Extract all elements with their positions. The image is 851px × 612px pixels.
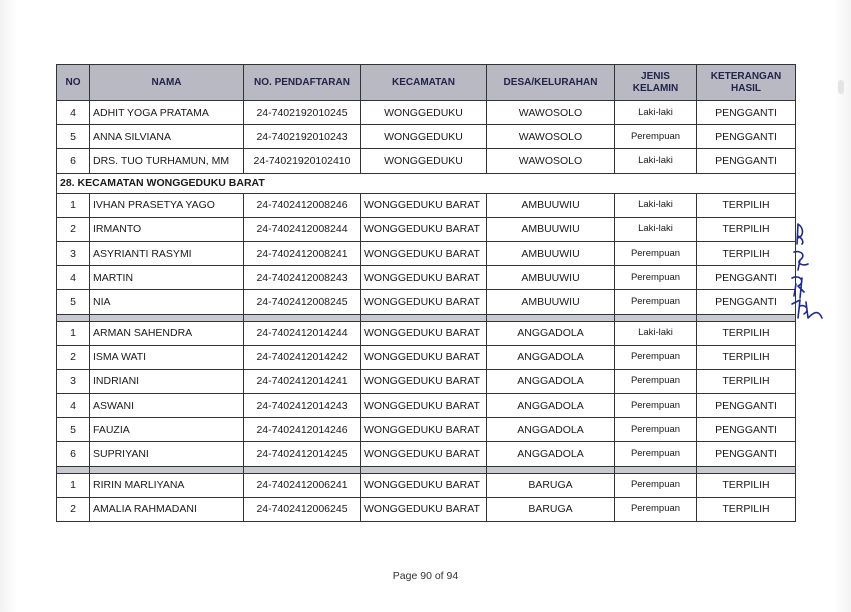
cell-no: 4 bbox=[57, 266, 90, 290]
header-nama: NAMA bbox=[90, 65, 244, 101]
cell-pendaftaran: 24-7402412008243 bbox=[244, 266, 361, 290]
cell-hasil: PENGGANTI bbox=[697, 149, 796, 173]
table-row bbox=[57, 101, 796, 125]
cell-nama: NIA bbox=[90, 290, 244, 314]
header-no: NO bbox=[57, 65, 90, 101]
cell-kecamatan: WONGGEDUKU BARAT bbox=[361, 394, 487, 418]
cell-nama: IRMANTO bbox=[90, 217, 244, 241]
cell-nama: ASWANI bbox=[90, 394, 244, 418]
cell-hasil: PENGGANTI bbox=[697, 418, 796, 442]
cell-hasil: PENGGANTI bbox=[697, 442, 796, 466]
cell-nama: AMALIA RAHMADANI bbox=[90, 497, 244, 521]
cell-hasil: TERPILIH bbox=[697, 369, 796, 393]
cell-desa: AMBUUWIU bbox=[487, 266, 615, 290]
cell-desa: ANGGADOLA bbox=[487, 369, 615, 393]
cell-kecamatan: WONGGEDUKU BARAT bbox=[361, 290, 487, 314]
cell-pendaftaran: 24-7402192010245 bbox=[244, 101, 361, 125]
header-pendaftaran: NO. PENDAFTARAN bbox=[244, 65, 361, 101]
cell-pendaftaran: 24-7402412006241 bbox=[244, 473, 361, 497]
cell-jenis-kelamin: Laki-laki bbox=[615, 217, 697, 241]
cell-desa: AMBUUWIU bbox=[487, 290, 615, 314]
cell-hasil: TERPILIH bbox=[697, 217, 796, 241]
cell-no: 5 bbox=[57, 125, 90, 149]
cell-jenis-kelamin: Perempuan bbox=[615, 345, 697, 369]
cell-jenis-kelamin: Perempuan bbox=[615, 394, 697, 418]
cell-kecamatan: WONGGEDUKU BARAT bbox=[361, 266, 487, 290]
cell-pendaftaran: 24-7402412014242 bbox=[244, 345, 361, 369]
cell-pendaftaran: 24-7402412014241 bbox=[244, 369, 361, 393]
cell-pendaftaran: 24-7402412008241 bbox=[244, 241, 361, 265]
cell-kecamatan: WONGGEDUKU BARAT bbox=[361, 321, 487, 345]
cell-nama: DRS. TUO TURHAMUN, MM bbox=[90, 149, 244, 173]
cell-jenis-kelamin: Perempuan bbox=[615, 290, 697, 314]
cell-jenis-kelamin: Perempuan bbox=[615, 497, 697, 521]
section-row bbox=[57, 173, 796, 193]
cell-jenis-kelamin: Perempuan bbox=[615, 241, 697, 265]
table-row bbox=[57, 241, 796, 265]
cell-desa: ANGGADOLA bbox=[487, 394, 615, 418]
cell-no: 3 bbox=[57, 369, 90, 393]
table-row bbox=[57, 473, 796, 497]
header-desa: DESA/KELURAHAN bbox=[487, 65, 615, 101]
cell-nama: ISMA WATI bbox=[90, 345, 244, 369]
cell-kecamatan: WONGGEDUKU bbox=[361, 149, 487, 173]
cell-kecamatan: WONGGEDUKU BARAT bbox=[361, 193, 487, 217]
cell-no: 6 bbox=[57, 442, 90, 466]
cell-jenis-kelamin: Perempuan bbox=[615, 266, 697, 290]
header-kecamatan: KECAMATAN bbox=[361, 65, 487, 101]
cell-hasil: TERPILIH bbox=[697, 473, 796, 497]
cell-jenis-kelamin: Perempuan bbox=[615, 125, 697, 149]
cell-nama: ASYRIANTI RASYMI bbox=[90, 241, 244, 265]
cell-kecamatan: WONGGEDUKU BARAT bbox=[361, 473, 487, 497]
cell-desa: WAWOSOLO bbox=[487, 101, 615, 125]
cell-nama: RIRIN MARLIYANA bbox=[90, 473, 244, 497]
cell-desa: WAWOSOLO bbox=[487, 125, 615, 149]
cell-nama: IVHAN PRASETYA YAGO bbox=[90, 193, 244, 217]
cell-no: 3 bbox=[57, 241, 90, 265]
cell-no: 5 bbox=[57, 418, 90, 442]
cell-jenis-kelamin: Perempuan bbox=[615, 418, 697, 442]
cell-nama: ANNA SILVIANA bbox=[90, 125, 244, 149]
cell-kecamatan: WONGGEDUKU BARAT bbox=[361, 369, 487, 393]
group-separator bbox=[57, 314, 796, 321]
table-row bbox=[57, 266, 796, 290]
table-row bbox=[57, 321, 796, 345]
cell-pendaftaran: 24-74021920102410 bbox=[244, 149, 361, 173]
cell-pendaftaran: 24-7402412008245 bbox=[244, 290, 361, 314]
cell-jenis-kelamin: Laki-laki bbox=[615, 321, 697, 345]
cell-pendaftaran: 24-7402412014243 bbox=[244, 394, 361, 418]
cell-desa: AMBUUWIU bbox=[487, 193, 615, 217]
page-number: Page 90 of 94 bbox=[392, 570, 459, 582]
cell-jenis-kelamin: Laki-laki bbox=[615, 193, 697, 217]
scan-mark bbox=[838, 80, 844, 94]
cell-kecamatan: WONGGEDUKU BARAT bbox=[361, 497, 487, 521]
cell-desa: AMBUUWIU bbox=[487, 217, 615, 241]
header-keterangan-label: KETERANGAN HASIL bbox=[710, 70, 782, 94]
cell-pendaftaran: 24-7402192010243 bbox=[244, 125, 361, 149]
header-jenis-kelamin-label: JENIS KELAMIN bbox=[632, 70, 679, 94]
header-jenis-kelamin bbox=[615, 65, 697, 101]
cell-nama: INDRIANI bbox=[90, 369, 244, 393]
cell-no: 6 bbox=[57, 149, 90, 173]
cell-no: 4 bbox=[57, 101, 90, 125]
cell-hasil: TERPILIH bbox=[697, 241, 796, 265]
participants-table bbox=[56, 64, 796, 522]
cell-no: 2 bbox=[57, 497, 90, 521]
cell-nama: ADHIT YOGA PRATAMA bbox=[90, 101, 244, 125]
cell-no: 1 bbox=[57, 321, 90, 345]
cell-nama: SUPRIYANI bbox=[90, 442, 244, 466]
table-header-row bbox=[57, 65, 796, 101]
cell-hasil: PENGGANTI bbox=[697, 394, 796, 418]
cell-hasil: TERPILIH bbox=[697, 345, 796, 369]
cell-jenis-kelamin: Perempuan bbox=[615, 473, 697, 497]
cell-kecamatan: WONGGEDUKU BARAT bbox=[361, 241, 487, 265]
cell-no: 4 bbox=[57, 394, 90, 418]
table-row bbox=[57, 125, 796, 149]
table-row bbox=[57, 193, 796, 217]
cell-desa: ANGGADOLA bbox=[487, 345, 615, 369]
cell-desa: ANGGADOLA bbox=[487, 321, 615, 345]
cell-pendaftaran: 24-7402412008246 bbox=[244, 193, 361, 217]
cell-kecamatan: WONGGEDUKU BARAT bbox=[361, 418, 487, 442]
cell-hasil: PENGGANTI bbox=[697, 101, 796, 125]
cell-pendaftaran: 24-7402412008244 bbox=[244, 217, 361, 241]
header-keterangan bbox=[697, 65, 796, 101]
cell-hasil: PENGGANTI bbox=[697, 290, 796, 314]
table-row bbox=[57, 345, 796, 369]
cell-jenis-kelamin: Laki-laki bbox=[615, 149, 697, 173]
table-row bbox=[57, 394, 796, 418]
cell-no: 1 bbox=[57, 473, 90, 497]
cell-hasil: PENGGANTI bbox=[697, 125, 796, 149]
cell-kecamatan: WONGGEDUKU bbox=[361, 125, 487, 149]
signature-icon bbox=[790, 222, 836, 322]
cell-no: 1 bbox=[57, 193, 90, 217]
cell-pendaftaran: 24-7402412014246 bbox=[244, 418, 361, 442]
group-separator bbox=[57, 466, 796, 473]
section-title: 28. KECAMATAN WONGGEDUKU BARAT bbox=[57, 173, 796, 193]
cell-pendaftaran: 24-7402412006245 bbox=[244, 497, 361, 521]
cell-jenis-kelamin: Perempuan bbox=[615, 442, 697, 466]
cell-no: 2 bbox=[57, 345, 90, 369]
table-row bbox=[57, 418, 796, 442]
cell-desa: BARUGA bbox=[487, 497, 615, 521]
cell-pendaftaran: 24-7402412014245 bbox=[244, 442, 361, 466]
cell-kecamatan: WONGGEDUKU BARAT bbox=[361, 442, 487, 466]
cell-nama: ARMAN SAHENDRA bbox=[90, 321, 244, 345]
table-row bbox=[57, 290, 796, 314]
table-row bbox=[57, 442, 796, 466]
cell-no: 5 bbox=[57, 290, 90, 314]
cell-hasil: TERPILIH bbox=[697, 193, 796, 217]
cell-desa: BARUGA bbox=[487, 473, 615, 497]
cell-kecamatan: WONGGEDUKU BARAT bbox=[361, 217, 487, 241]
cell-desa: WAWOSOLO bbox=[487, 149, 615, 173]
cell-jenis-kelamin: Laki-laki bbox=[615, 101, 697, 125]
cell-pendaftaran: 24-7402412014244 bbox=[244, 321, 361, 345]
cell-hasil: PENGGANTI bbox=[697, 266, 796, 290]
cell-nama: MARTIN bbox=[90, 266, 244, 290]
cell-no: 2 bbox=[57, 217, 90, 241]
cell-kecamatan: WONGGEDUKU bbox=[361, 101, 487, 125]
table-row bbox=[57, 369, 796, 393]
cell-nama: FAUZIA bbox=[90, 418, 244, 442]
table-row bbox=[57, 497, 796, 521]
cell-desa: ANGGADOLA bbox=[487, 442, 615, 466]
cell-kecamatan: WONGGEDUKU BARAT bbox=[361, 345, 487, 369]
cell-hasil: TERPILIH bbox=[697, 497, 796, 521]
cell-desa: ANGGADOLA bbox=[487, 418, 615, 442]
table-row bbox=[57, 217, 796, 241]
cell-hasil: TERPILIH bbox=[697, 321, 796, 345]
table-row bbox=[57, 149, 796, 173]
cell-desa: AMBUUWIU bbox=[487, 241, 615, 265]
cell-jenis-kelamin: Perempuan bbox=[615, 369, 697, 393]
